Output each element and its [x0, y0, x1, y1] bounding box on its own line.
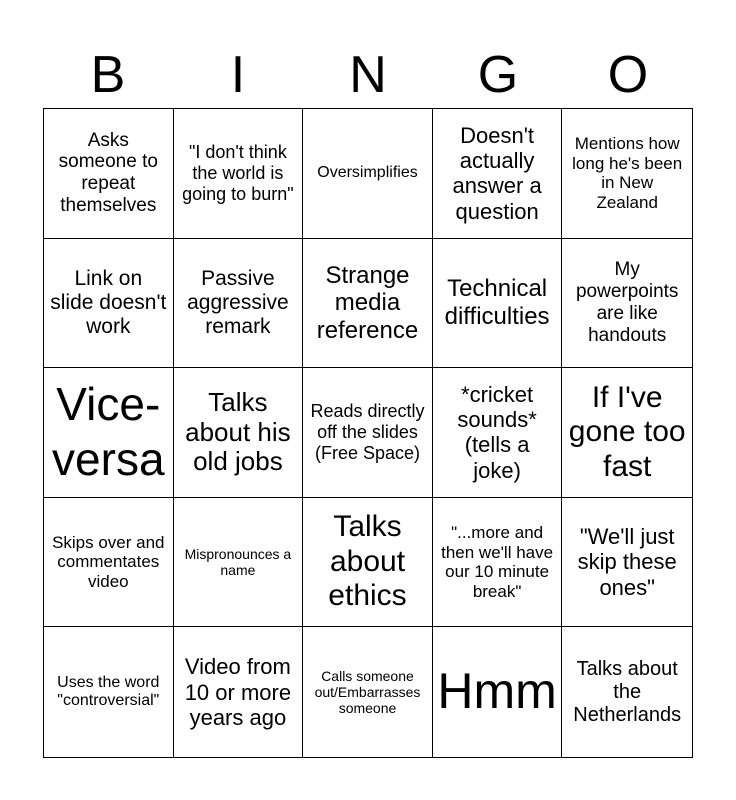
- bingo-cell[interactable]: Talks about the Netherlands: [573, 657, 682, 726]
- bingo-cell[interactable]: Vice-versa: [44, 368, 174, 498]
- bingo-cell[interactable]: Uses the word "controversial": [44, 627, 174, 757]
- bingo-cell[interactable]: My powerpoints are like handouts: [562, 239, 692, 369]
- bingo-cell[interactable]: *cricket sounds* (tells a joke): [433, 368, 563, 498]
- bingo-cell[interactable]: "I don't think the world is going to burn": [174, 109, 304, 239]
- bingo-cell[interactable]: "We'll just skip these ones": [562, 498, 692, 628]
- bingo-cell[interactable]: Strange media reference: [303, 239, 433, 369]
- bingo-cell[interactable]: Mentions how long he's been in New Zealand: [562, 109, 692, 239]
- bingo-cell[interactable]: Mispronounces a name: [174, 498, 304, 628]
- bingo-cell[interactable]: Technical difficulties: [433, 239, 563, 369]
- bingo-cell[interactable]: Passive aggressive remark: [174, 239, 304, 369]
- bingo-cell[interactable]: Asks someone to repeat themselves: [44, 109, 174, 239]
- header-letter-b: B: [90, 46, 126, 104]
- bingo-board: [43, 108, 693, 758]
- bingo-cell[interactable]: Oversimplifies: [303, 109, 433, 239]
- header-letter-n: N: [349, 46, 387, 104]
- bingo-cell[interactable]: Talks about ethics: [303, 498, 433, 628]
- bingo-header: [43, 42, 693, 108]
- bingo-cell[interactable]: Calls someone out/Embarrasses someone: [303, 627, 433, 757]
- bingo-cell[interactable]: Talks about his old jobs: [174, 368, 304, 498]
- bingo-cell[interactable]: Hmm: [433, 627, 563, 757]
- header-letter-i: I: [230, 46, 246, 104]
- bingo-cell free-space[interactable]: Reads directly off the slides (Free Space): [303, 368, 433, 498]
- bingo-cell[interactable]: Doesn't actually answer a question: [433, 109, 563, 239]
- header-letter-g: G: [477, 46, 519, 104]
- bingo-cell[interactable]: Link on slide doesn't work: [44, 239, 174, 369]
- bingo-cell[interactable]: Video from 10 or more years ago: [174, 627, 304, 757]
- bingo-cell[interactable]: "...more and then we'll have our 10 minute break": [433, 498, 563, 628]
- bingo-cell[interactable]: Skips over and commentates video: [44, 498, 174, 628]
- bingo-cell[interactable]: If I've gone too fast: [562, 368, 692, 498]
- header-letter-o: O: [607, 46, 649, 104]
